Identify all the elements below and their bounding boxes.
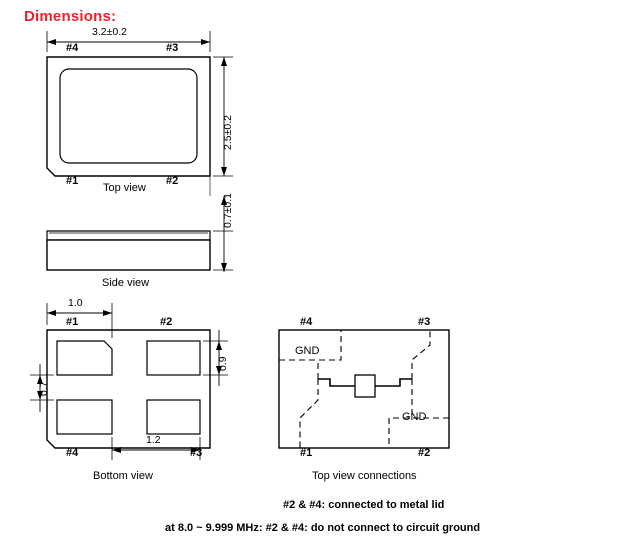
connections-pad-2-label: #2 [418,447,431,459]
top-view-pad-4-label: #4 [66,42,79,54]
page-title: Dimensions: [24,8,117,25]
bottom-view-name: Bottom view [93,470,153,482]
top-view-height-dimension: 2.5±0.2 [222,115,234,150]
bottom-view-pad-height2-dimension: 0.7 [38,381,50,396]
bottom-view-pad-2-label: #2 [160,316,173,328]
connections-pad-4-label: #4 [300,316,313,328]
top-view-pad-1-label: #1 [66,175,79,187]
connections-gnd-top-label: GND [295,345,320,357]
bottom-view-pad-3-label: #3 [190,447,203,459]
note-line-1: #2 & #4: connected to metal lid [283,499,445,511]
bottom-view-pad-4-label: #4 [66,447,79,459]
top-view-width-dimension: 3.2±0.2 [92,26,127,38]
top-view-pad-2-label: #2 [166,175,179,187]
top-view-pad-3-label: #3 [166,42,179,54]
bottom-view-pad-1-label: #1 [66,316,79,328]
top-view-name: Top view [103,182,146,194]
note-line-2: at 8.0 ~ 9.999 MHz: #2 & #4: do not connect to circuit ground [165,522,481,534]
connections-pad-1-label: #1 [300,447,313,459]
side-view-height-dimension: 0.7±0.1 [222,193,234,228]
connections-gnd-bottom-label: GND [402,411,427,423]
side-view-name: Side view [102,277,150,289]
bottom-view-pad-width-dimension: 1.0 [68,297,83,309]
bottom-view-pitch-dimension: 1.2 [146,434,161,446]
connections-view-name: Top view connections [312,470,417,482]
connections-pad-3-label: #3 [418,316,431,328]
bottom-view-pad-height-dimension: 0.9 [217,356,229,371]
